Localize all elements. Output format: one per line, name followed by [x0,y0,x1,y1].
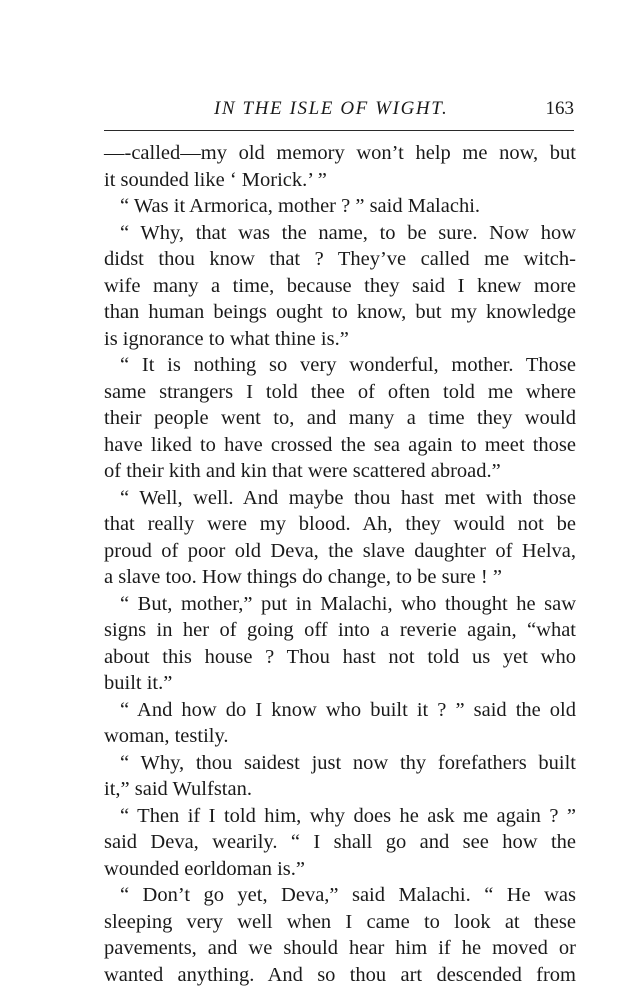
text-line: “ Don’t go yet, Deva,” said Malachi. “ He was [120,884,576,906]
text-line: proud of poor old Deva, the slave daughter of Helva, [104,539,576,562]
text-line: their people went to, and many a time they would [104,407,576,429]
text-line: that really were my blood. Ah, they would not be [104,513,576,535]
page-number: 163 [545,98,574,119]
text-line: a slave too. How things do change, to be sure ! ” [104,566,502,588]
body-text [104,140,576,988]
text-line: “ Why, that was the name, to be sure. Now how [120,221,576,244]
text-line: “ Well, well. And maybe thou hast met with those [120,486,576,509]
text-line: said Deva, wearily. “ I shall go and see how the [104,831,576,853]
text-line: than human beings ought to know, but my knowledge [104,301,576,323]
text-line: pavements, and we should hear him if he moved or [104,937,576,959]
text-line: “ But, mother,” put in Malachi, who thought he saw [120,592,576,615]
text-line: built it.” [104,672,173,694]
text-line: “ Why, thou saidest just now thy forefathers built [120,751,576,774]
text-line: “ And how do I know who built it ? ” said the old [120,698,576,721]
text-line: —-called—my old memory won’t help me now, but [104,142,576,164]
text-line: it sounded like ‘ Morick.’ ” [104,168,327,191]
text-line: signs in her of going off into a reverie again, “what [104,619,576,641]
header-rule [104,130,574,131]
text-line: “ Then if I told him, why does he ask me again ? ” [120,804,576,827]
text-line: same strangers I told thee of often told me where [104,380,576,403]
text-line: didst thou know that ? They’ve called me witch- [104,248,576,270]
text-line: woman, testily. [104,725,229,747]
text-line: it,” said Wulfstan. [104,778,252,800]
text-line: wanted anything. And so thou art descended from [104,963,576,986]
text-line: of their kith and kin that were scattered abroad.” [104,460,501,482]
text-line: wife many a time, because they said I knew more [104,274,576,297]
text-line: about this house ? Thou hast not told us yet who [104,645,576,668]
text-line: have liked to have crossed the sea again to meet those [104,433,576,456]
running-title: IN THE ISLE OF WIGHT. [214,98,449,119]
text-line: sleeping very well when I came to look at these [104,910,576,933]
text-line: is ignorance to what thine is.” [104,327,349,350]
text-line: “ It is nothing so very wonderful, mother. Those [120,354,576,376]
text-line: wounded eorldoman is.” [104,857,305,880]
page-header [104,98,578,128]
text-line: “ Was it Armorica, mother ? ” said Malachi. [120,195,481,217]
